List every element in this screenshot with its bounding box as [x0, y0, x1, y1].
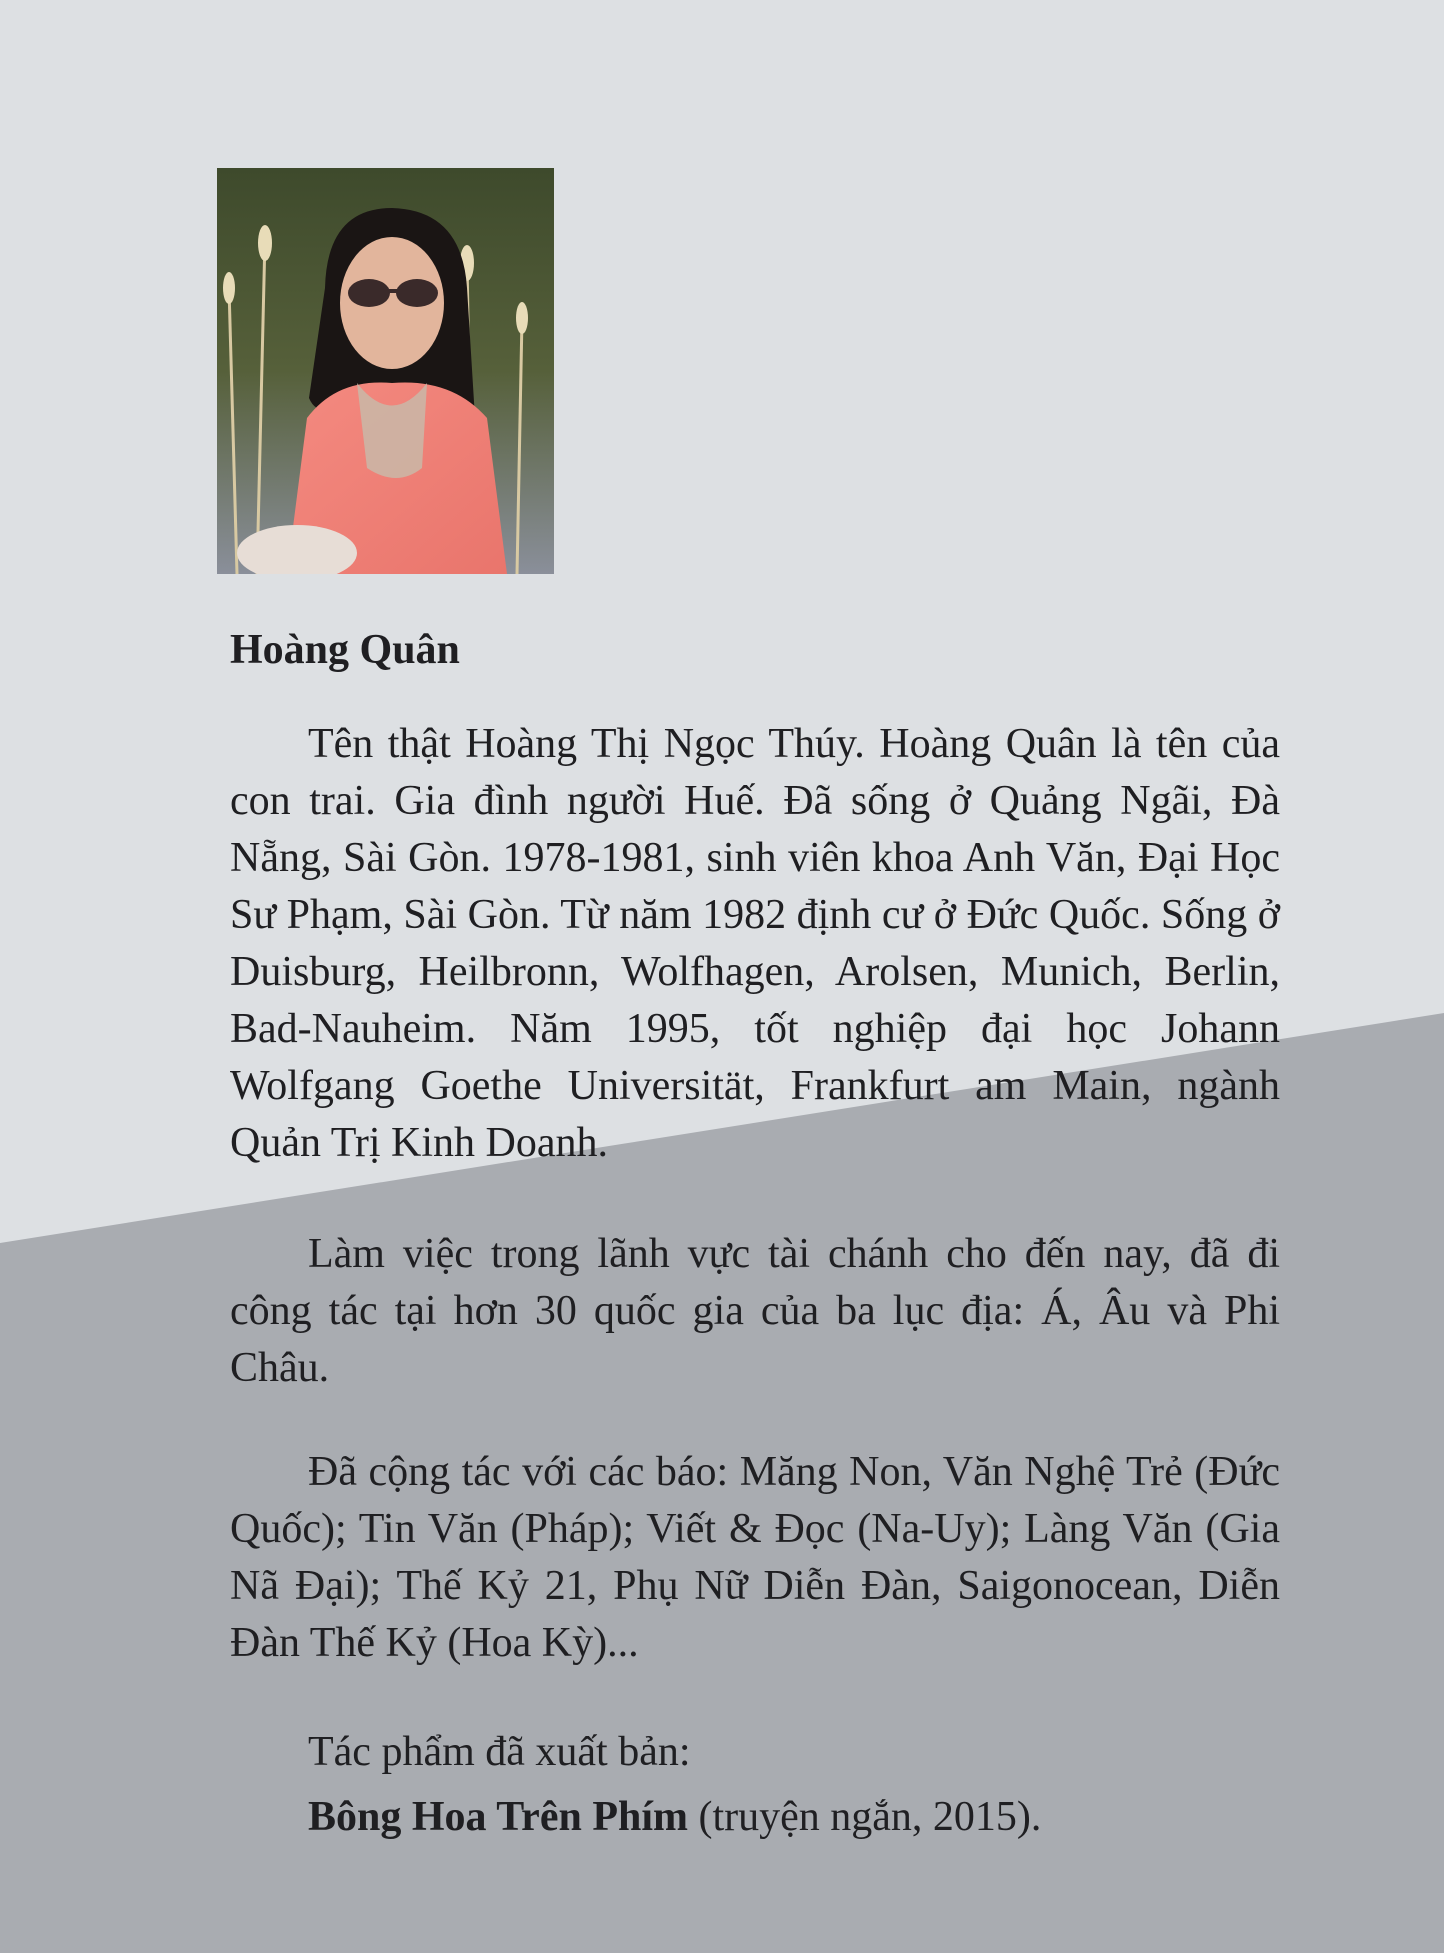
biography-paragraph: Tên thật Hoàng Thị Ngọc Thúy. Hoàng Quân là tên của con trai. Gia đình người Huế. Đã sống ở Quảng Ngãi, Đà Nẵng, Sài Gòn. 1978-1981, sinh viên khoa Anh Văn, Đại Học Sư Phạm, Sài Gòn. Từ năm 1982 định cư ở Đức Quốc. Sống ở Duisburg, Heilbronn, Wolfhagen, Arolsen, Munich, Berlin, Bad-Nauheim. Năm 1995, tốt nghiệp đại học Johann Wolfgang Goethe Universität, Frankfurt am Main, ngành Quản Trị Kinh Doanh.: [230, 721, 1280, 1166]
published-works-heading: Tác phẩm đã xuất bản:: [308, 1729, 691, 1775]
book-details: (truyện ngắn, 2015).: [688, 1794, 1042, 1840]
published-work-line: [230, 1789, 1280, 1846]
career-paragraph: Làm việc trong lãnh vực tài chánh cho đến nay, đã đi công tác tại hơn 30 quốc gia của ba lục địa: Á, Âu và Phi Châu.: [230, 1231, 1280, 1391]
author-portrait-photo: [217, 168, 554, 574]
author-name: Hoàng Quân: [230, 627, 460, 673]
publications-paragraph: Đã cộng tác với các báo: Măng Non, Văn Nghệ Trẻ (Đức Quốc); Tin Văn (Pháp); Viết & Đọc (Na-Uy); Làng Văn (Gia Nã Đại); Thế Kỷ 21, Phụ Nữ Diễn Đàn, Saigonocean, Diễn Đàn Thế Kỷ (Hoa Kỳ)...: [230, 1449, 1280, 1666]
book-title: Bông Hoa Trên Phím: [308, 1794, 688, 1840]
